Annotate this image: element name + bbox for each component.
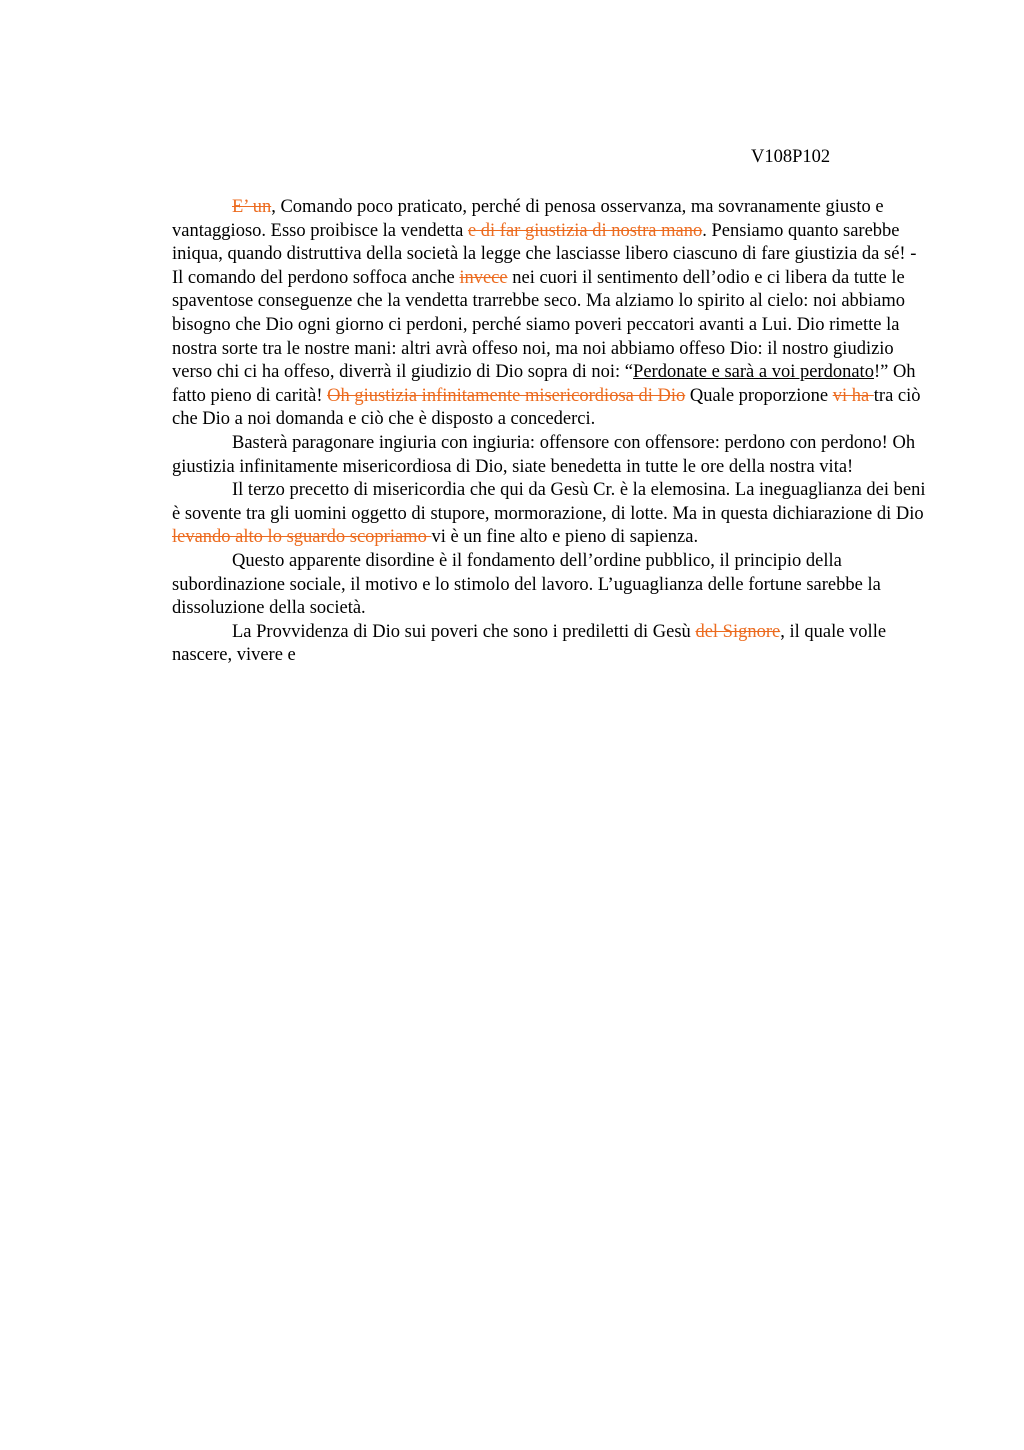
text-segment: La Provvidenza di Dio sui poveri che sono i prediletti di Gesù <box>232 621 696 642</box>
deleted-text: invece <box>459 267 508 288</box>
text-segment: nei cuori il sentimento dell’odio e ci libera da tutte le spaventose conseguenze che la vendetta trarrebbe seco. Ma alziamo lo spirito al cielo: noi abbiamo bisogno che Dio ogni giorno ci perdoni, perché siamo poveri peccatori avanti a Lui. Dio rimette la nostra sorte tra le nostre mani: altri avrà offeso noi, ma noi abbiamo offeso Dio: il nostro giudizio verso chi ci ha offeso, diverrà il giudizio di Dio sopra di noi: “ <box>172 267 906 383</box>
paragraph <box>172 479 932 550</box>
paragraph <box>172 621 932 668</box>
underlined-text: Perdonate e sarà a voi perdonato <box>633 362 874 383</box>
text-segment: Il terzo precetto di misericordia che qui da Gesù Cr. è la elemosina. La ineguaglianza dei beni è sovente tra gli uomini oggetto di stupore, mormorazione, di lotte. Ma in questa dichiarazione di Dio <box>172 480 926 524</box>
deleted-text: del Signore <box>695 621 781 642</box>
deleted-text: vi ha <box>832 385 874 406</box>
text-segment: Quale proporzione <box>685 385 833 406</box>
text-segment: !” Oh fatto pieno di carità! <box>172 362 916 406</box>
deleted-text: e di far giustizia di nostra mano <box>467 220 703 241</box>
text-segment: Basterà paragonare ingiuria con ingiuria: offensore con offensore: perdono con perdono! Oh giustizia infinitamente misericordiosa di Dio, siate benedetta in tutte le ore della nostra vita! <box>172 432 916 477</box>
paragraph <box>172 196 932 432</box>
deleted-text: Oh giustizia infinitamente misericordiosa di Dio <box>327 385 686 406</box>
text-segment: vi è un fine alto e pieno di sapienza. <box>431 527 699 548</box>
paragraph <box>172 432 932 479</box>
paragraph <box>172 550 932 621</box>
text-segment: , Comando poco praticato, perché di penosa osservanza, ma sovranamente giusto e vantaggioso. Esso proibisce la vendetta <box>172 197 884 241</box>
deleted-text: levando alto lo sguardo scopriamo <box>172 527 432 548</box>
text-segment: tra ciò che Dio a noi domanda e ciò che è disposto a concederci. <box>172 385 921 430</box>
text-segment: . Pensiamo quanto sarebbe iniqua, quando distruttiva della società la legge che lasciasse libero ciascuno di fare giustizia da sé! - Il comando del perdono soffoca anche <box>172 220 917 288</box>
page-identifier: V108P102 <box>751 147 831 167</box>
deleted-text: E’ un <box>232 197 272 217</box>
text-segment: Questo apparente disordine è il fondamento dell’ordine pubblico, il principio della subordinazione sociale, il motivo e lo stimolo del lavoro. L’uguaglianza delle fortune sarebbe la dissoluzione della società. <box>172 550 881 619</box>
text-segment: , il quale volle nascere, vivere e <box>172 621 887 666</box>
document-body <box>172 196 932 668</box>
